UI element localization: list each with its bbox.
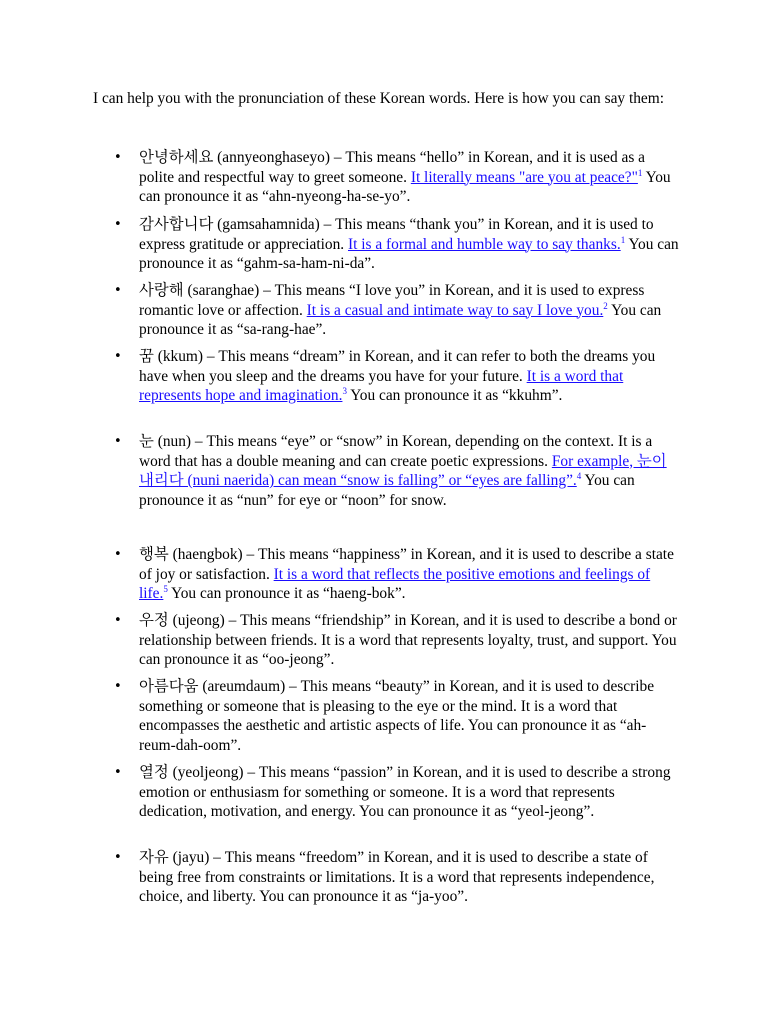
list-item-text: 자유 (jayu) – This means “freedom” in Korean, and it is used to describe a state of being free from constraints or limitations. It is a word that represents independence, choice, and liberty. You can pronounce it as “ja-yoo”. [139, 849, 655, 905]
source-link[interactable]: It literally means "are you at peace?" [410, 168, 638, 186]
footnote-marker[interactable]: 3 [342, 385, 347, 396]
source-link[interactable]: It is a casual and intimate way to say I love you. [306, 301, 604, 319]
list-item-text: 아름다움 (areumdaum) – This means “beauty” in Korean, and it is used to describe something or someone that is pleasing to the eye or the mind. It is a word that encompasses the aesthetic and artistic aspects of life. You can pronounce it as “ah-reum-dah-oom”. [139, 678, 655, 754]
list-item-text [139, 545, 679, 604]
bullet-icon: • [114, 613, 122, 628]
bullet-icon: • [114, 547, 122, 562]
footnote-marker[interactable]: 4 [576, 470, 582, 481]
source-link[interactable]: It is a word that reflects the positive emotions and feelings of life. [139, 565, 651, 602]
list-item-text [139, 215, 679, 274]
item-description: 꿈 (kkum) – This means “dream” in Korean, and it can refer to both the dreams you have when you sleep and the dreams you have for your future. [139, 348, 656, 385]
bullet-icon: • [114, 765, 122, 780]
bullet-icon: • [114, 850, 122, 865]
item-description: 눈 (nun) – This means “eye” or “snow” in Korean, depending on the context. It is a word that has a double meaning and can create poetic expressions. [139, 433, 653, 470]
item-description: 감사합니다 (gamsahamnida) – This means “thank you” in Korean, and it is used to express gratitude or appreciation. [139, 216, 654, 253]
list-item-text: 우정 (ujeong) – This means “friendship” in Korean, and it is used to describe a bond or relationship between friends. It is a word that represents loyalty, trust, and support. You can pronounce it as “oo-jeong”. [139, 612, 677, 668]
item-pronunciation: You can pronounce it as “nun” for eye or “noon” for snow. [139, 472, 635, 509]
footnote-marker[interactable]: 5 [163, 583, 168, 594]
bullet-icon: • [114, 150, 122, 165]
footnote-marker[interactable]: 1 [620, 234, 626, 245]
item-pronunciation: You can pronounce it as “haeng-bok”. [167, 585, 406, 602]
bullet-icon: • [114, 679, 122, 694]
bullet-icon: • [114, 217, 122, 232]
list-item-text [139, 148, 679, 207]
item-pronunciation: You can pronounce it as “gahm-sa-ham-ni-da”. [139, 235, 679, 272]
bullet-icon: • [114, 283, 122, 298]
footnote-marker[interactable]: 1 [637, 167, 643, 178]
bullet-icon: • [114, 434, 122, 449]
bullet-icon: • [114, 349, 122, 364]
source-link[interactable]: For example, 눈이 내리다 (nuni naerida) can mean “snow is falling” or “eyes are falling”. [139, 452, 667, 489]
list-item-text [139, 281, 679, 340]
source-link[interactable]: It is a formal and humble way to say thanks. [347, 235, 621, 253]
intro-paragraph: I can help you with the pronunciation of these Korean words. Here is how you can say them: [93, 90, 665, 107]
footnote-marker[interactable]: 2 [603, 300, 608, 311]
list-item-text [139, 432, 679, 510]
item-description: 행복 (haengbok) – This means “happiness” in Korean, and it is used to describe a state of joy or satisfaction. [139, 546, 674, 583]
item-description: 사랑해 (saranghae) – This means “I love you” in Korean, and it is used to express romantic love or affection. [139, 282, 645, 319]
list-item-text: 열정 (yeoljeong) – This means “passion” in Korean, and it is used to describe a strong emotion or enthusiasm for something or someone. It is a word that represents dedication, motivation, and energy. You can pronounce it as “yeol-jeong”. [139, 764, 671, 820]
item-pronunciation: You can pronounce it as “ahn-nyeong-ha-se-yo”. [139, 168, 671, 205]
item-description: 안녕하세요 (annyeonghaseyo) – This means “hello” in Korean, and it is used as a polite and respectful way to greet someone. [139, 149, 646, 186]
list-item-text [139, 347, 679, 406]
item-pronunciation: You can pronounce it as “kkuhm”. [346, 387, 563, 404]
source-link[interactable]: It is a word that represents hope and imagination. [139, 367, 624, 404]
item-pronunciation: You can pronounce it as “sa-rang-hae”. [139, 301, 662, 338]
